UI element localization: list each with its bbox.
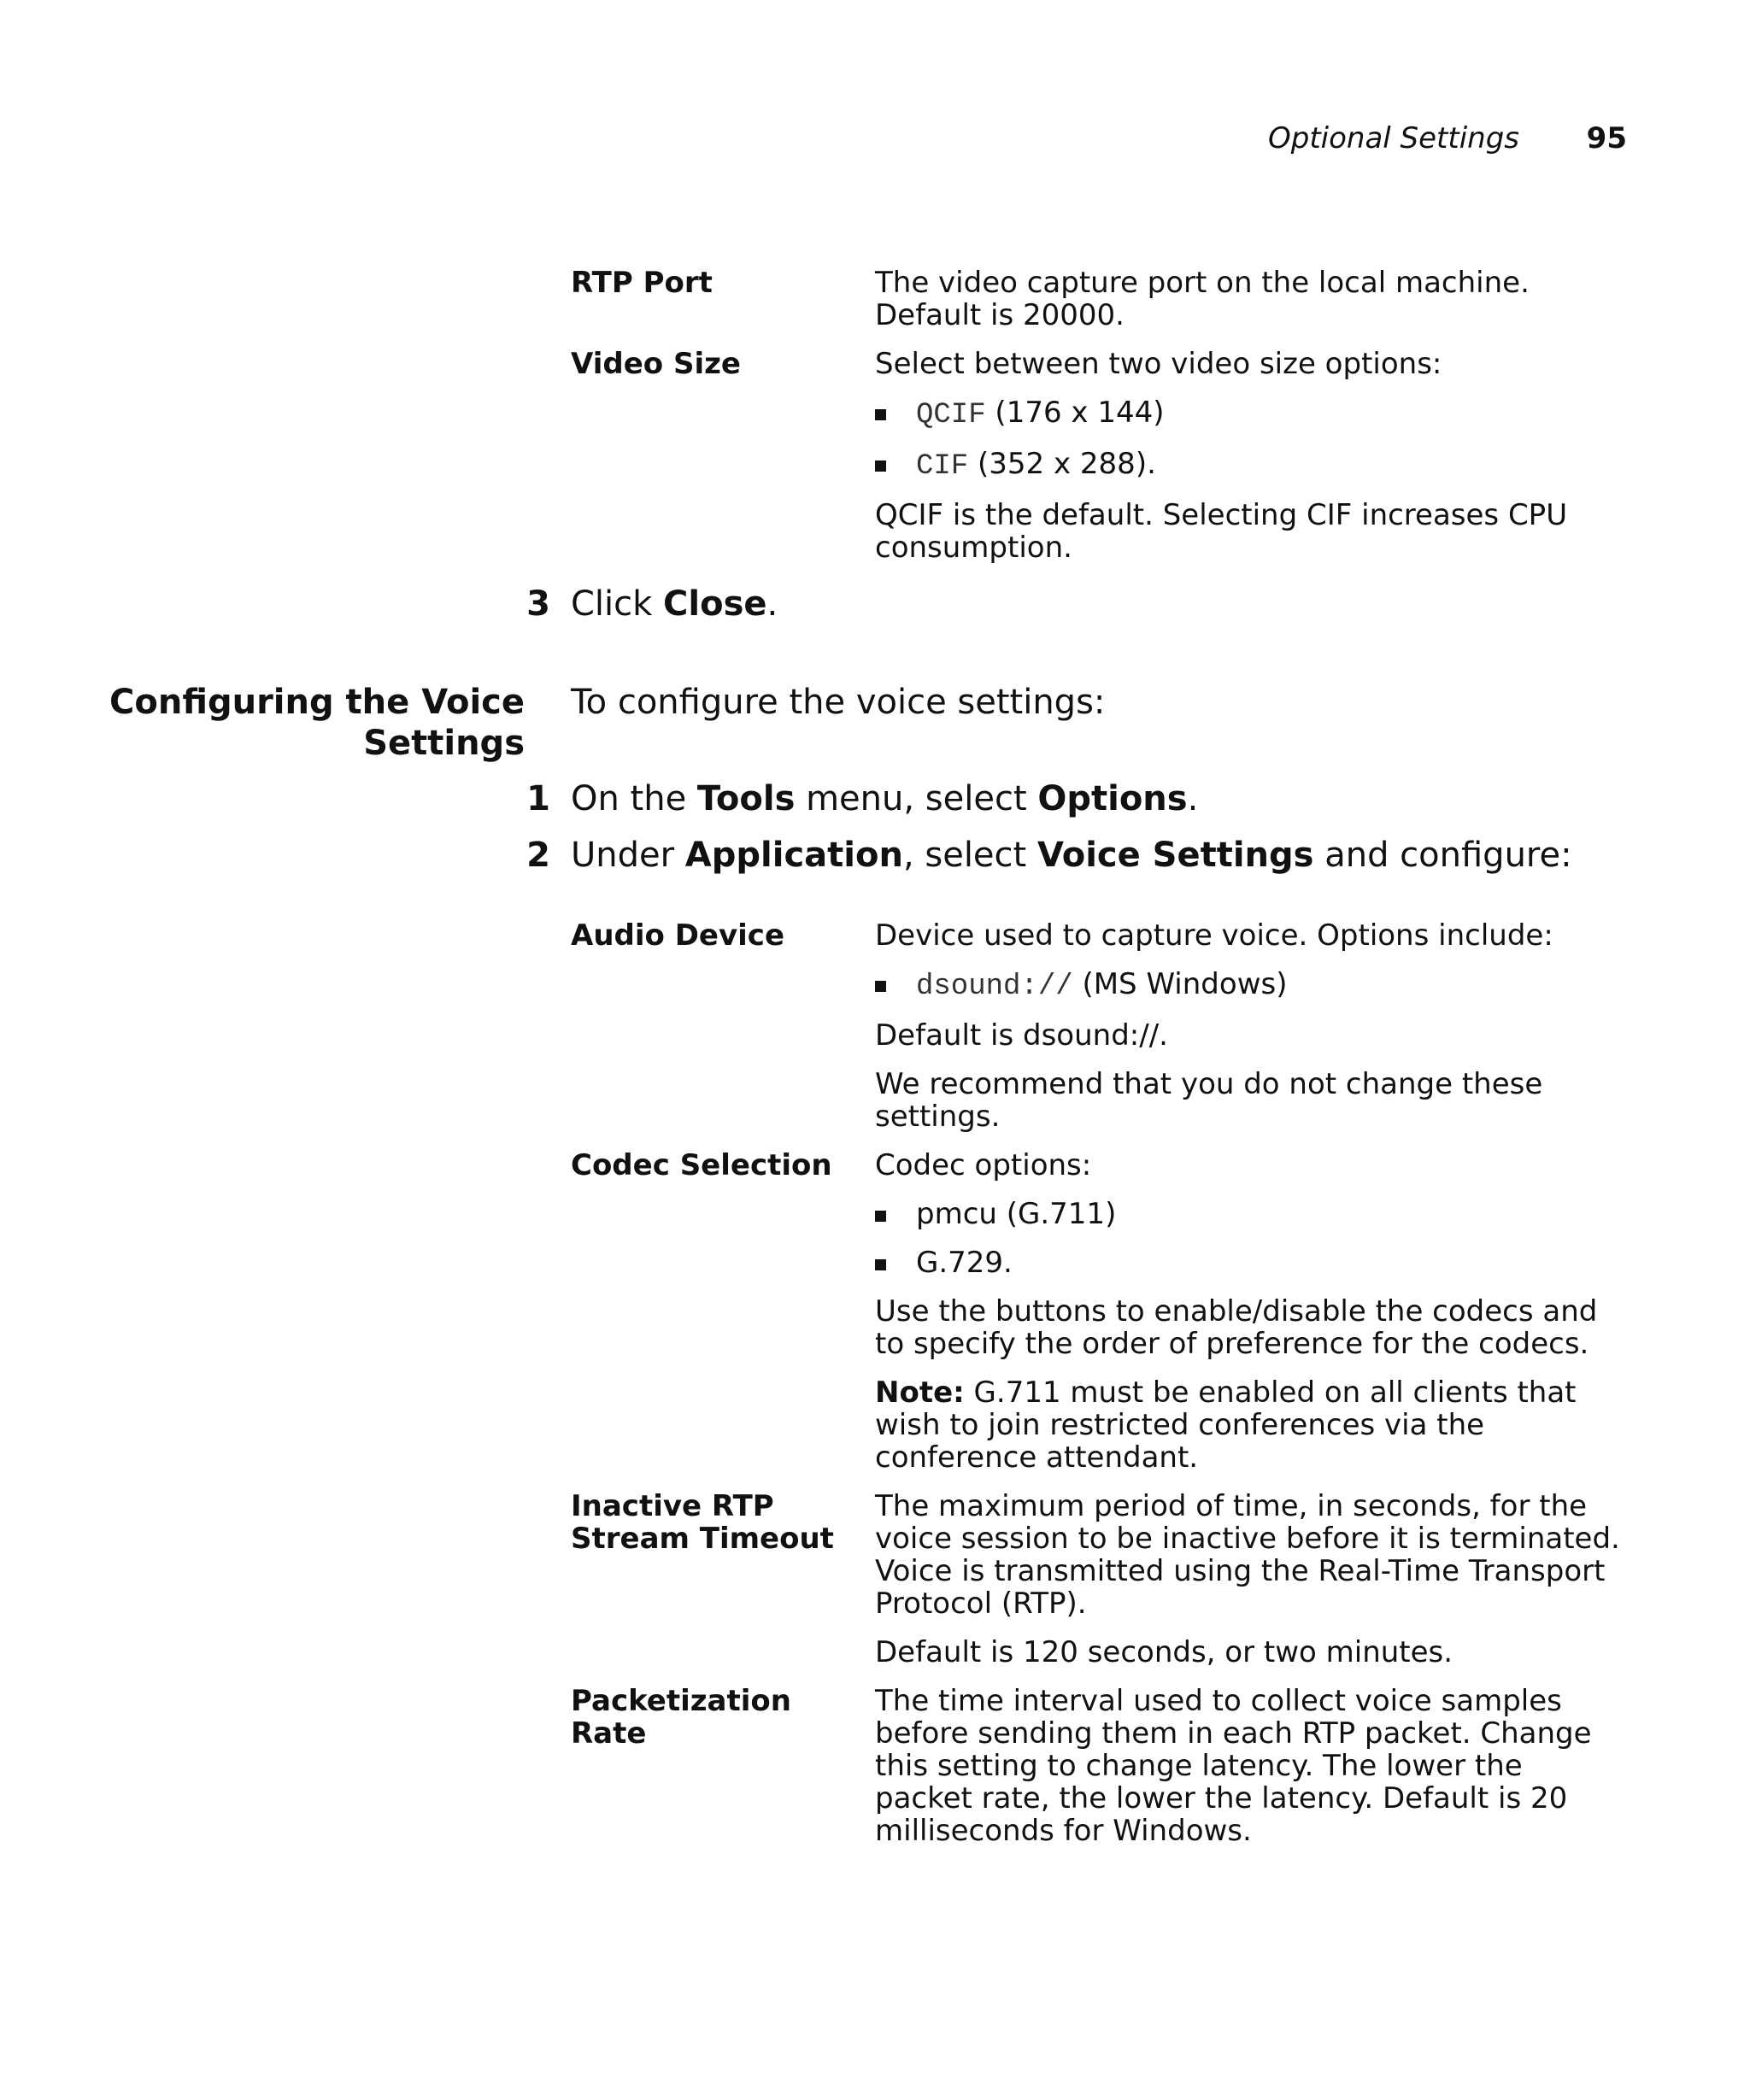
- step-2-t1: Under: [571, 836, 685, 875]
- step-number-3: 3: [526, 584, 550, 624]
- audio-device-recommendation: We recommend that you do not change these settings.: [875, 1067, 1543, 1134]
- step-1-t2: menu, select: [795, 779, 1038, 818]
- note-label: Note:: [875, 1376, 965, 1410]
- step-1-t1: On the: [571, 779, 697, 818]
- video-size-options: [875, 396, 1627, 483]
- term-inactive-rtp-timeout: Inactive RTP Stream Timeout: [571, 1489, 834, 1556]
- step-1-options: Options: [1037, 779, 1188, 818]
- term-packetization-rate: Packetization Rate: [571, 1684, 791, 1751]
- step-2-voice-settings: Voice Settings: [1036, 836, 1314, 875]
- video-size-description: Select between two video size options:: [875, 347, 1442, 381]
- code-qcif: QCIF: [916, 399, 986, 431]
- term-rtp-port: RTP Port: [571, 266, 713, 300]
- packetization-description: The time interval used to collect voice samples before sending them in each RTP packet. Change this setting to change latency. The lower the packet rate, the lower the latency. Default is 20 milliseconds for Windows.: [875, 1684, 1592, 1848]
- code-cif: CIF: [916, 450, 969, 483]
- table-row: [571, 1490, 1639, 1685]
- step-3-pre: Click: [571, 584, 664, 624]
- desc-video-size: [875, 348, 1627, 580]
- section-heading-line-1: Configuring the Voice: [109, 683, 525, 722]
- cif-dimensions: (352 x 288).: [968, 447, 1156, 481]
- codec-options: [875, 1198, 1627, 1279]
- step-1-text: [571, 779, 1198, 818]
- term-audio-device: Audio Device: [571, 918, 785, 953]
- list-item: G.729.: [875, 1247, 1627, 1279]
- video-size-note: QCIF is the default. Selecting CIF increases CPU consumption.: [875, 498, 1568, 565]
- step-1-t3: .: [1187, 779, 1199, 818]
- step-2-text: [571, 836, 1572, 875]
- step-3-post: .: [766, 584, 778, 624]
- rtp-port-description: The video capture port on the local machine. Default is 20000.: [875, 266, 1530, 332]
- list-item: [875, 968, 1627, 1003]
- desc-packetization-rate: [875, 1685, 1627, 1863]
- list-item: [875, 396, 1627, 431]
- table-row: [571, 1685, 1639, 1863]
- desc-codec-selection: [875, 1149, 1627, 1490]
- step-3-bold: Close: [663, 584, 767, 624]
- code-dsound: dsound://: [916, 971, 1073, 1003]
- audio-device-options: [875, 968, 1627, 1003]
- audio-device-description: Device used to capture voice. Options include:: [875, 918, 1553, 953]
- codec-description: Codec options:: [875, 1148, 1092, 1182]
- section-heading-line-2: Settings: [363, 724, 525, 763]
- inactive-rtp-default: Default is 120 seconds, or two minutes.: [875, 1635, 1453, 1669]
- page-number: 95: [1586, 121, 1627, 155]
- table-row: [571, 267, 1639, 348]
- dsound-platform: (MS Windows): [1072, 967, 1288, 1001]
- list-item: pmcu (G.711): [875, 1198, 1627, 1230]
- step-number-1: 1: [526, 779, 550, 818]
- running-header-title: Optional Settings: [1267, 121, 1519, 155]
- desc-audio-device: [875, 919, 1627, 1149]
- table-row: [571, 1149, 1639, 1490]
- step-2-application: Application: [684, 836, 903, 875]
- desc-rtp-port: [875, 267, 1627, 348]
- qcif-dimensions: (176 x 144): [985, 396, 1165, 430]
- step-3-text: [571, 584, 778, 624]
- term-codec-selection: Codec Selection: [571, 1148, 832, 1182]
- section-heading: [80, 682, 525, 764]
- codec-note: [875, 1376, 1627, 1474]
- step-1-menu-tools: Tools: [696, 779, 796, 818]
- table-row: [571, 348, 1639, 580]
- audio-device-default: Default is dsound://.: [875, 1018, 1168, 1053]
- list-item: [875, 448, 1627, 483]
- voice-settings-table: [571, 919, 1639, 1863]
- step-2-t3: and configure:: [1313, 836, 1572, 875]
- step-number-2: 2: [526, 836, 550, 875]
- inactive-rtp-description: The maximum period of time, in seconds, for the voice session to be inactive before it is terminated. Voice is transmitted using the Real-Time Transport Protocol (RTP).: [875, 1489, 1620, 1621]
- video-settings-table: [571, 267, 1639, 580]
- table-row: [571, 919, 1639, 1149]
- term-video-size: Video Size: [571, 347, 741, 381]
- section-intro: To configure the voice settings:: [571, 683, 1106, 722]
- desc-inactive-rtp-timeout: [875, 1490, 1627, 1685]
- codec-usage: Use the buttons to enable/disable the codecs and to specify the order of preference for the codecs.: [875, 1294, 1598, 1361]
- note-text: G.711 must be enabled on all clients that wish to join restricted conferences via the conference attendant.: [875, 1376, 1577, 1475]
- step-2-t2: , select: [902, 836, 1037, 875]
